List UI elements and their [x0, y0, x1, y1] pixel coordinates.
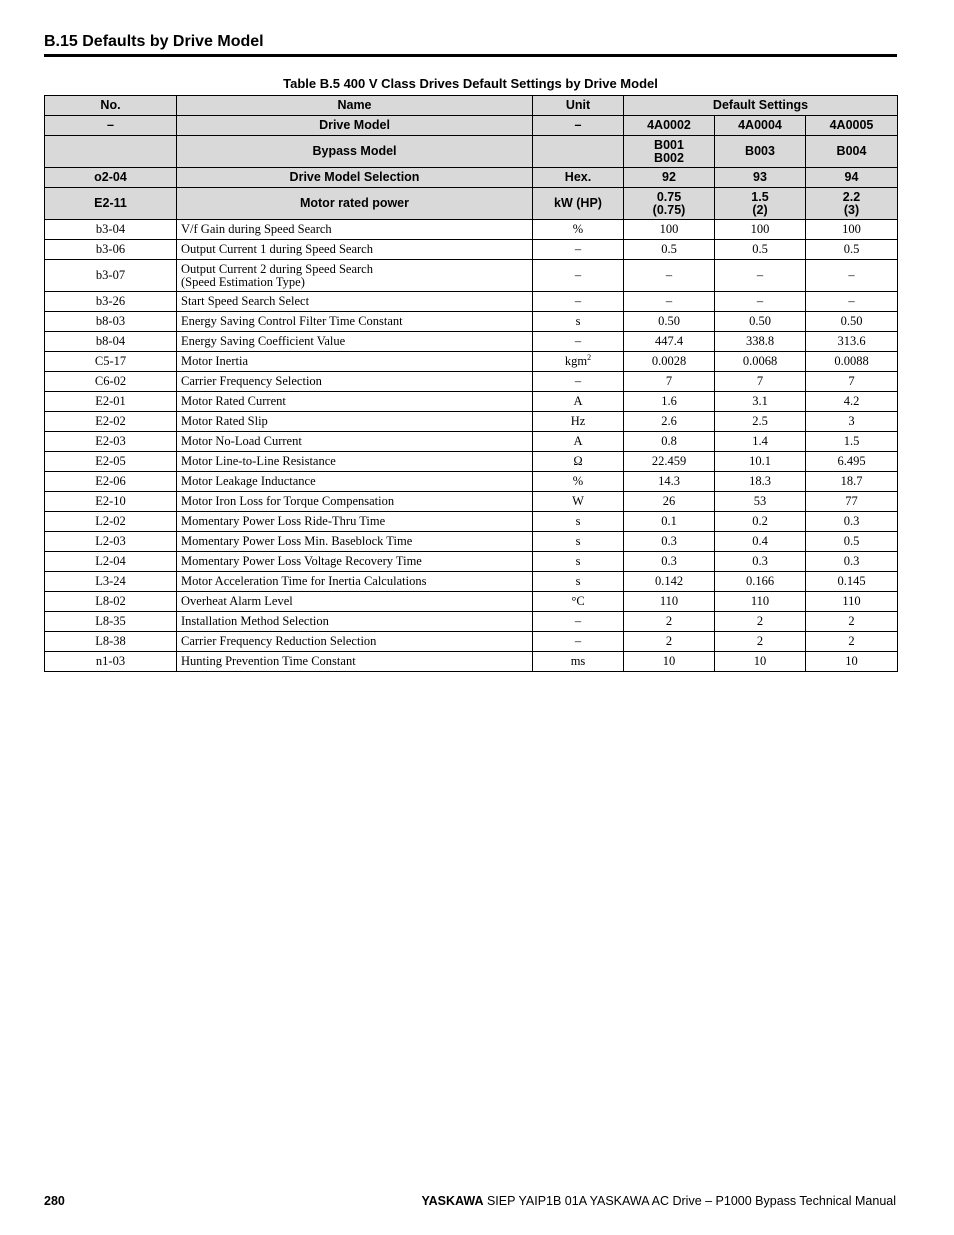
param-no: E2-05: [45, 452, 177, 472]
param-value-3: 3: [806, 412, 898, 432]
param-name: V/f Gain during Speed Search: [177, 220, 533, 240]
param-value-3: 2: [806, 632, 898, 652]
bypass-model-unit: [533, 136, 624, 168]
param-value-3: 18.7: [806, 472, 898, 492]
param-name: Motor Leakage Inductance: [177, 472, 533, 492]
section-divider: [44, 54, 897, 57]
unit-text: kgm: [564, 354, 588, 368]
param-no: C6-02: [45, 372, 177, 392]
power-3: 2.2 (3): [806, 188, 898, 220]
table-row: [45, 220, 898, 240]
param-no: E2-02: [45, 412, 177, 432]
param-value-1: 0.142: [624, 572, 715, 592]
param-value-1: 100: [624, 220, 715, 240]
selection-label: Drive Model Selection: [177, 168, 533, 188]
param-value-3: 0.145: [806, 572, 898, 592]
param-name: Motor Rated Slip: [177, 412, 533, 432]
param-unit: Ω: [533, 452, 624, 472]
table-row: [45, 452, 898, 472]
param-value-1: –: [624, 292, 715, 312]
param-value-1: 22.459: [624, 452, 715, 472]
param-value-2: 0.0068: [715, 352, 806, 372]
table-row: [45, 372, 898, 392]
param-value-2: 0.2: [715, 512, 806, 532]
footer-brand: YASKAWA: [421, 1194, 484, 1208]
param-value-1: 0.3: [624, 532, 715, 552]
table-row: [45, 512, 898, 532]
param-value-2: 100: [715, 220, 806, 240]
bypass-model-label: Bypass Model: [177, 136, 533, 168]
param-name: Energy Saving Control Filter Time Constant: [177, 312, 533, 332]
param-value-2: 0.3: [715, 552, 806, 572]
param-unit: ms: [533, 652, 624, 672]
bypass-model-row: [45, 136, 898, 168]
table-row: [45, 532, 898, 552]
power-2: 1.5 (2): [715, 188, 806, 220]
bypass-model-3: B004: [806, 136, 898, 168]
param-value-2: 338.8: [715, 332, 806, 352]
param-value-3: 100: [806, 220, 898, 240]
drive-model-1: 4A0002: [624, 116, 715, 136]
param-name: Motor Inertia: [177, 352, 533, 372]
param-unit: s: [533, 512, 624, 532]
param-unit: A: [533, 432, 624, 452]
drive-model-unit: –: [533, 116, 624, 136]
table-row: [45, 292, 898, 312]
power-unit: kW (HP): [533, 188, 624, 220]
param-value-1: 7: [624, 372, 715, 392]
param-no: E2-06: [45, 472, 177, 492]
param-no: C5-17: [45, 352, 177, 372]
param-value-3: –: [806, 260, 898, 292]
param-value-3: 0.3: [806, 552, 898, 572]
param-name: Momentary Power Loss Min. Baseblock Time: [177, 532, 533, 552]
param-value-1: 0.5: [624, 240, 715, 260]
param-unit: –: [533, 632, 624, 652]
table-caption: Table B.5 400 V Class Drives Default Settings by Drive Model: [283, 76, 658, 91]
param-value-3: 10: [806, 652, 898, 672]
param-no: L2-04: [45, 552, 177, 572]
power-label: Motor rated power: [177, 188, 533, 220]
param-unit: –: [533, 240, 624, 260]
param-no: b3-26: [45, 292, 177, 312]
param-value-1: 2: [624, 612, 715, 632]
page-number: 280: [44, 1194, 65, 1208]
selection-unit: Hex.: [533, 168, 624, 188]
param-no: E2-03: [45, 432, 177, 452]
param-unit: %: [533, 220, 624, 240]
param-unit: %: [533, 472, 624, 492]
drive-model-selection-row: [45, 168, 898, 188]
param-value-1: 2: [624, 632, 715, 652]
header-no: No.: [45, 96, 177, 116]
param-value-3: 7: [806, 372, 898, 392]
section-title: B.15 Defaults by Drive Model: [44, 33, 264, 50]
param-name: Momentary Power Loss Ride-Thru Time: [177, 512, 533, 532]
param-value-1: 10: [624, 652, 715, 672]
selection-2: 93: [715, 168, 806, 188]
param-name: Installation Method Selection: [177, 612, 533, 632]
param-name: Motor Rated Current: [177, 392, 533, 412]
param-value-3: 0.50: [806, 312, 898, 332]
table-row: [45, 332, 898, 352]
param-unit: W: [533, 492, 624, 512]
param-name: Motor Acceleration Time for Inertia Calculations: [177, 572, 533, 592]
param-value-3: 0.3: [806, 512, 898, 532]
param-no: L8-02: [45, 592, 177, 612]
param-value-2: 0.5: [715, 240, 806, 260]
param-value-3: 110: [806, 592, 898, 612]
power-1: 0.75 (0.75): [624, 188, 715, 220]
param-no: L2-02: [45, 512, 177, 532]
param-name: Motor Iron Loss for Torque Compensation: [177, 492, 533, 512]
param-unit: s: [533, 572, 624, 592]
param-value-3: 6.495: [806, 452, 898, 472]
motor-rated-power-row: [45, 188, 898, 220]
param-value-2: 2: [715, 612, 806, 632]
param-value-1: 0.3: [624, 552, 715, 572]
param-value-3: 0.5: [806, 240, 898, 260]
param-value-2: 3.1: [715, 392, 806, 412]
param-name: Output Current 2 during Speed Search (Speed Estimation Type): [177, 260, 533, 292]
param-unit: –: [533, 332, 624, 352]
param-value-1: 14.3: [624, 472, 715, 492]
param-name: Carrier Frequency Reduction Selection: [177, 632, 533, 652]
param-unit: –: [533, 292, 624, 312]
param-unit: s: [533, 552, 624, 572]
table-row: [45, 572, 898, 592]
param-value-2: 2: [715, 632, 806, 652]
drive-model-no: –: [45, 116, 177, 136]
param-no: L8-35: [45, 612, 177, 632]
param-no: E2-10: [45, 492, 177, 512]
param-value-1: 0.1: [624, 512, 715, 532]
param-value-1: 2.6: [624, 412, 715, 432]
param-value-2: 10: [715, 652, 806, 672]
param-value-1: 1.6: [624, 392, 715, 412]
param-unit: –: [533, 260, 624, 292]
param-name: Momentary Power Loss Voltage Recovery Time: [177, 552, 533, 572]
param-name: Hunting Prevention Time Constant: [177, 652, 533, 672]
table-row: [45, 392, 898, 412]
param-no: L2-03: [45, 532, 177, 552]
param-value-3: 0.0088: [806, 352, 898, 372]
bypass-model-no: [45, 136, 177, 168]
drive-model-2: 4A0004: [715, 116, 806, 136]
param-value-2: –: [715, 260, 806, 292]
param-value-1: 0.8: [624, 432, 715, 452]
param-value-2: 0.166: [715, 572, 806, 592]
param-unit: –: [533, 612, 624, 632]
param-name: Energy Saving Coefficient Value: [177, 332, 533, 352]
param-value-3: 0.5: [806, 532, 898, 552]
power-no: E2-11: [45, 188, 177, 220]
param-name: Motor No-Load Current: [177, 432, 533, 452]
table-row: [45, 472, 898, 492]
table-row: [45, 552, 898, 572]
table-row: [45, 240, 898, 260]
bypass-model-2: B003: [715, 136, 806, 168]
table-row: [45, 312, 898, 332]
table-row: [45, 492, 898, 512]
param-no: b3-06: [45, 240, 177, 260]
param-value-1: 447.4: [624, 332, 715, 352]
param-no: b3-04: [45, 220, 177, 240]
param-value-1: 0.0028: [624, 352, 715, 372]
table-row: [45, 612, 898, 632]
header-unit: Unit: [533, 96, 624, 116]
param-no: E2-01: [45, 392, 177, 412]
param-unit: °C: [533, 592, 624, 612]
param-value-2: 0.50: [715, 312, 806, 332]
param-name: Overheat Alarm Level: [177, 592, 533, 612]
param-name: Output Current 1 during Speed Search: [177, 240, 533, 260]
selection-3: 94: [806, 168, 898, 188]
param-value-2: 10.1: [715, 452, 806, 472]
param-unit: Hz: [533, 412, 624, 432]
param-value-1: –: [624, 260, 715, 292]
param-value-2: 1.4: [715, 432, 806, 452]
drive-model-3: 4A0005: [806, 116, 898, 136]
param-no: b8-04: [45, 332, 177, 352]
bypass-model-1: B001 B002: [624, 136, 715, 168]
table-row: [45, 352, 898, 372]
table-row: [45, 592, 898, 612]
param-name: Start Speed Search Select: [177, 292, 533, 312]
selection-no: o2-04: [45, 168, 177, 188]
param-value-2: 18.3: [715, 472, 806, 492]
drive-model-row: [45, 116, 898, 136]
param-value-2: 110: [715, 592, 806, 612]
param-name: Carrier Frequency Selection: [177, 372, 533, 392]
header-default-settings: Default Settings: [624, 96, 898, 116]
param-value-1: 26: [624, 492, 715, 512]
table-row: [45, 260, 898, 292]
param-value-2: 2.5: [715, 412, 806, 432]
table-row: [45, 652, 898, 672]
param-value-3: 2: [806, 612, 898, 632]
param-value-1: 110: [624, 592, 715, 612]
selection-1: 92: [624, 168, 715, 188]
param-name: Motor Line-to-Line Resistance: [177, 452, 533, 472]
param-value-3: 313.6: [806, 332, 898, 352]
param-no: n1-03: [45, 652, 177, 672]
footer-manual-title: [421, 1194, 896, 1208]
header-row: [45, 96, 898, 116]
header-name: Name: [177, 96, 533, 116]
param-value-2: 53: [715, 492, 806, 512]
param-unit: A: [533, 392, 624, 412]
default-settings-table: [44, 95, 898, 672]
param-unit: s: [533, 532, 624, 552]
param-value-1: 0.50: [624, 312, 715, 332]
table-row: [45, 632, 898, 652]
param-value-2: –: [715, 292, 806, 312]
param-no: L3-24: [45, 572, 177, 592]
param-value-2: 7: [715, 372, 806, 392]
param-unit: [533, 352, 624, 372]
unit-superscript: 2: [587, 352, 592, 362]
param-no: b3-07: [45, 260, 177, 292]
table-row: [45, 432, 898, 452]
param-value-3: 77: [806, 492, 898, 512]
param-value-3: –: [806, 292, 898, 312]
param-value-3: 1.5: [806, 432, 898, 452]
param-unit: –: [533, 372, 624, 392]
param-no: L8-38: [45, 632, 177, 652]
footer-text: SIEP YAIP1B 01A YASKAWA AC Drive – P1000 Bypass Technical Manual: [483, 1194, 896, 1208]
table-row: [45, 412, 898, 432]
param-value-3: 4.2: [806, 392, 898, 412]
drive-model-label: Drive Model: [177, 116, 533, 136]
param-value-2: 0.4: [715, 532, 806, 552]
param-unit: s: [533, 312, 624, 332]
param-no: b8-03: [45, 312, 177, 332]
